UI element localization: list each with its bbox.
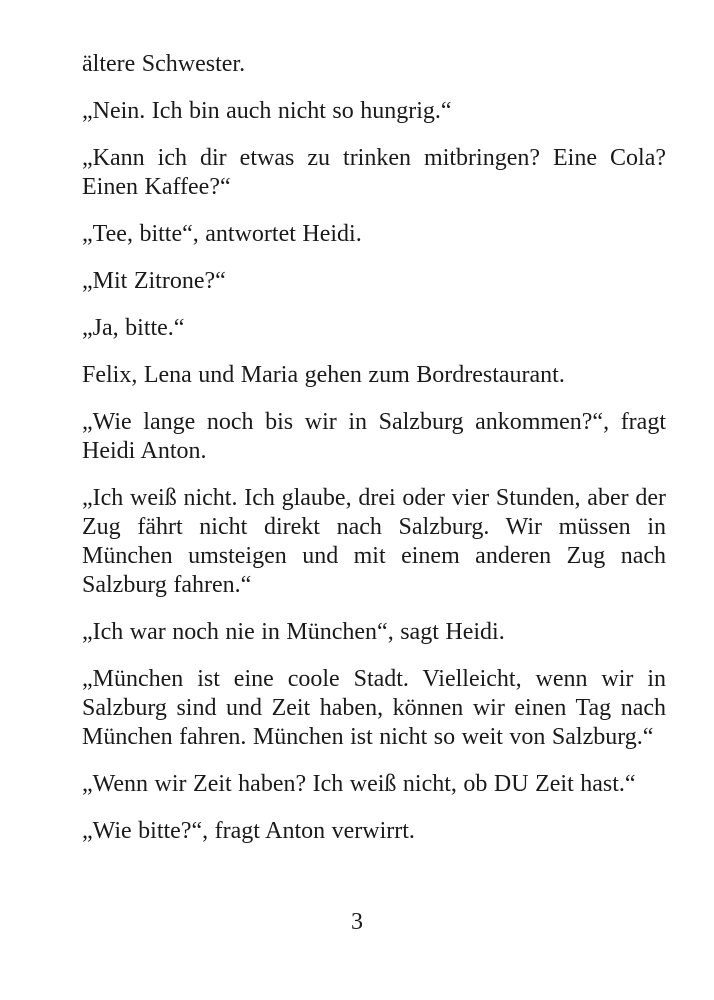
paragraph: „Wie bitte?“, fragt Anton verwirrt. — [82, 818, 415, 844]
paragraph: „Mit Zitrone?“ — [82, 268, 226, 294]
paragraph: „Wie lange noch bis wir in Salzburg ankommen?“, fragt Heidi Anton. — [82, 409, 666, 464]
paragraph: „Ich weiß nicht. Ich glaube, drei oder vier Stunden, aber der Zug fährt nicht direkt nach Salzburg. Wir müssen in München umsteigen und mit einem anderen Zug nach Salzburg fahren.“ — [82, 485, 666, 598]
paragraph: ältere Schwester. — [82, 51, 246, 77]
paragraph: „Wenn wir Zeit haben? Ich weiß nicht, ob DU Zeit hast.“ — [82, 771, 636, 797]
paragraph: „Nein. Ich bin auch nicht so hungrig.“ — [82, 98, 452, 124]
paragraph: Felix, Lena und Maria gehen zum Bordrestaurant. — [82, 362, 565, 388]
paragraph: „Ja, bitte.“ — [82, 315, 185, 341]
page-number: 3 — [351, 909, 363, 935]
book-page-text — [82, 50, 666, 864]
paragraph: „Kann ich dir etwas zu trinken mitbringen? Eine Cola? Einen Kaffee?“ — [82, 145, 666, 200]
paragraph: „München ist eine coole Stadt. Vielleicht, wenn wir in Salzburg sind und Zeit haben, können wir einen Tag nach München fahren. München ist nicht so weit von Salzburg.“ — [82, 666, 666, 750]
paragraph: „Ich war noch nie in München“, sagt Heidi. — [82, 619, 505, 645]
paragraph: „Tee, bitte“, antwortet Heidi. — [82, 221, 362, 247]
